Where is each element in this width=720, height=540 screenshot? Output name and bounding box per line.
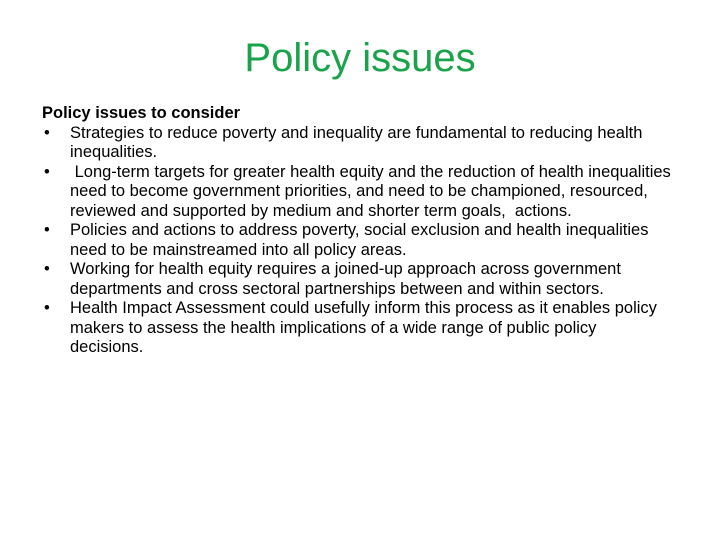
bullet-list <box>42 123 676 358</box>
bullet-icon: • <box>44 221 50 239</box>
bullet-text: Health Impact Assessment could usefully inform this process as it enables policy makers to assess the health implications of a wide range of public policy decisions. <box>70 299 657 356</box>
bullet-item <box>42 221 672 260</box>
bullet-icon: • <box>44 260 50 278</box>
bullet-item <box>42 260 672 299</box>
bullet-icon: • <box>44 123 50 142</box>
bullet-icon: • <box>44 162 50 181</box>
subheading: Policy issues to consider <box>42 104 241 122</box>
bullet-item <box>42 124 672 163</box>
bullet-text: Policies and actions to address poverty, social exclusion and health inequalities need to be mainstreamed into all policy areas. <box>70 221 649 259</box>
bullet-icon: • <box>44 299 50 317</box>
bullet-text: Working for health equity requires a joined-up approach across government departments and cross sectoral partnerships between and within sectors. <box>70 260 621 298</box>
bullet-text: Long-term targets for greater health equity and the reduction of health inequalities need to become government priorities, and need to be championed, resourced, reviewed and supported by medium and shorter term goals, actions. <box>70 162 676 220</box>
bullet-text: Strategies to reduce poverty and inequality are fundamental to reducing health inequalities. <box>70 123 643 161</box>
slide-title: Policy issues <box>244 36 476 80</box>
bullet-item <box>42 299 672 358</box>
bullet-item <box>42 162 676 222</box>
slide-body <box>42 104 676 358</box>
